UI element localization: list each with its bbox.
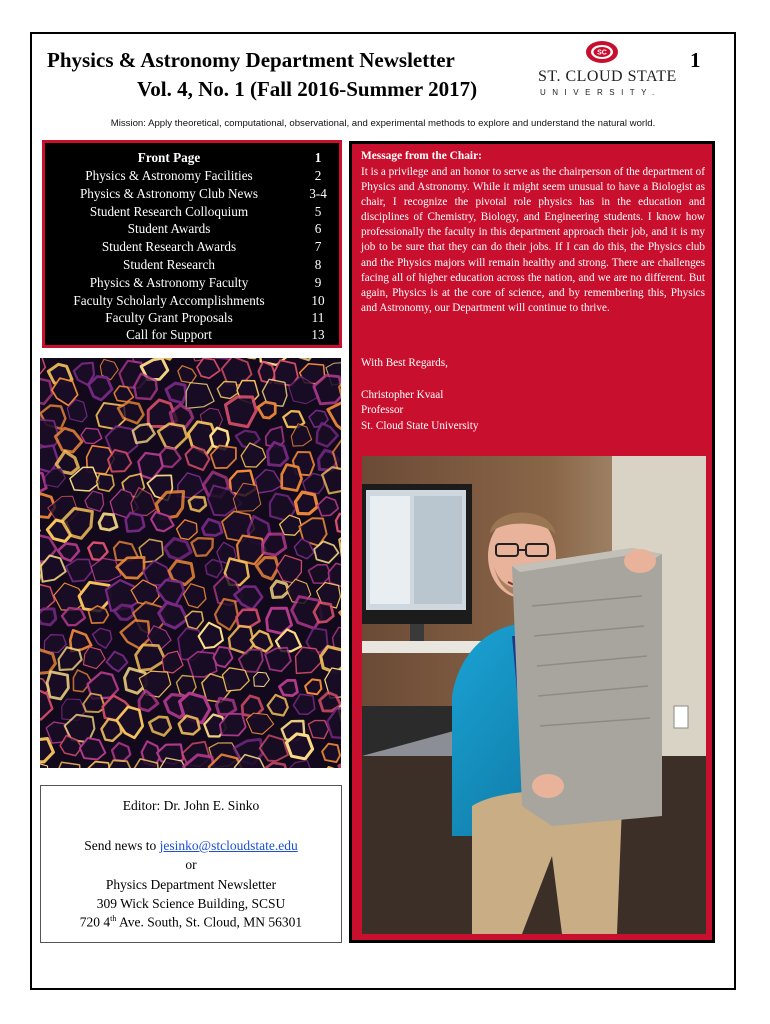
toc-label: Student Awards (127, 221, 211, 236)
toc-label: Faculty Scholarly Accomplishments (73, 293, 265, 308)
newsletter-volume: Vol. 4, No. 1 (Fall 2016-Summer 2017) (137, 77, 478, 101)
address-line-2: 309 Wick Science Building, SCSU (96, 896, 286, 911)
send-news-prefix: Send news to (84, 838, 160, 853)
svg-text:SC: SC (597, 49, 607, 57)
toc-label: Physics & Astronomy Faculty (89, 275, 249, 290)
toc-item[interactable] (45, 292, 339, 310)
street-rest: Ave. South, St. Cloud, MN 56301 (116, 914, 303, 930)
editor-line: Editor: Dr. John E. Sinko (122, 798, 260, 813)
toc-page: 11 (311, 310, 325, 325)
toc-page: 8 (314, 257, 322, 272)
cosmic-web-image (40, 358, 341, 768)
logo-university: UNIVERSITY. (540, 88, 661, 97)
toc-item[interactable] (45, 256, 339, 274)
toc-item[interactable] (45, 238, 339, 256)
toc-label: Student Research Colloquium (89, 204, 249, 219)
scsu-husky-logo-icon (585, 40, 619, 64)
toc-page: 9 (314, 275, 322, 290)
address-line-1: Physics Department Newsletter (105, 877, 277, 892)
chair-position: Professor (361, 404, 404, 416)
toc-page: 7 (314, 239, 322, 254)
toc-page: 6 (314, 221, 322, 236)
toc-page: 1 (314, 150, 322, 165)
toc-item[interactable] (45, 167, 339, 185)
toc-item[interactable] (45, 185, 339, 203)
table-of-contents (42, 140, 342, 348)
page-number: 1 (690, 48, 701, 72)
send-news-line (41, 838, 341, 854)
chair-institution: St. Cloud State University (361, 420, 479, 432)
toc-page: 5 (314, 204, 322, 219)
toc-item[interactable] (45, 326, 339, 344)
toc-page: 10 (311, 293, 325, 308)
toc-page: 3-4 (309, 186, 327, 201)
newsletter-title: Physics & Astronomy Department Newsletter (47, 48, 455, 72)
street-number: 720 4 (79, 914, 111, 930)
toc-item[interactable] (45, 220, 339, 238)
toc-label: Student Research Awards (101, 239, 237, 254)
toc-label: Front Page (137, 150, 201, 165)
chair-message-heading: Message from the Chair: (361, 150, 482, 162)
toc-item[interactable] (45, 203, 339, 221)
toc-page: 2 (314, 168, 322, 183)
chair-photo (362, 456, 706, 934)
toc-item[interactable] (45, 274, 339, 292)
editor-contact-box (40, 785, 342, 943)
toc-label: Physics & Astronomy Facilities (85, 168, 253, 183)
chair-portrait-illustration (362, 456, 706, 934)
editor-email-link[interactable]: jesinko@stcloudstate.edu (159, 838, 298, 853)
university-logo (538, 40, 678, 102)
cosmic-web-illustration (40, 358, 341, 768)
ordinal-suffix: th (110, 914, 117, 923)
toc-label: Student Research (123, 257, 215, 272)
chair-message-body: It is a privilege and an honor to serve as the chairperson of the department of Physics and Astronomy. While it might seem unusual to have a Biologist as chair, I recognize the pivotal role physics has in the education and disciplines of Chemistry, Biology, and Engineering students. I know how professionally the faculty in this department approach their job, and it is my job to be sure that they can do their jobs. If I can do this, the Physics club and the Physics majors will remain healthy and strong. There are challenges facing all of higher education across the nation, and we are no different. But again, Physics is at the core of science, and by remembering this, Physics and Astronomy, our Department will continue to thrive. (361, 166, 705, 314)
chair-name: Christopher Kvaal (361, 389, 444, 401)
chair-message-panel (349, 141, 715, 943)
mission-statement: Mission: Apply theoretical, computational, observational, and experimental methods to explore and understand the natural world. (110, 118, 656, 129)
toc-item[interactable] (45, 309, 339, 327)
closing-regards: With Best Regards, (361, 357, 448, 369)
toc-heading[interactable] (45, 149, 339, 167)
logo-name: ST. CLOUD STATE (538, 68, 677, 85)
toc-label: Call for Support (126, 327, 212, 342)
or-line: or (185, 857, 197, 872)
toc-label: Physics & Astronomy Club News (79, 186, 259, 201)
address-line-3 (41, 914, 341, 931)
toc-page: 13 (311, 327, 325, 342)
toc-label: Faculty Grant Proposals (105, 310, 233, 325)
